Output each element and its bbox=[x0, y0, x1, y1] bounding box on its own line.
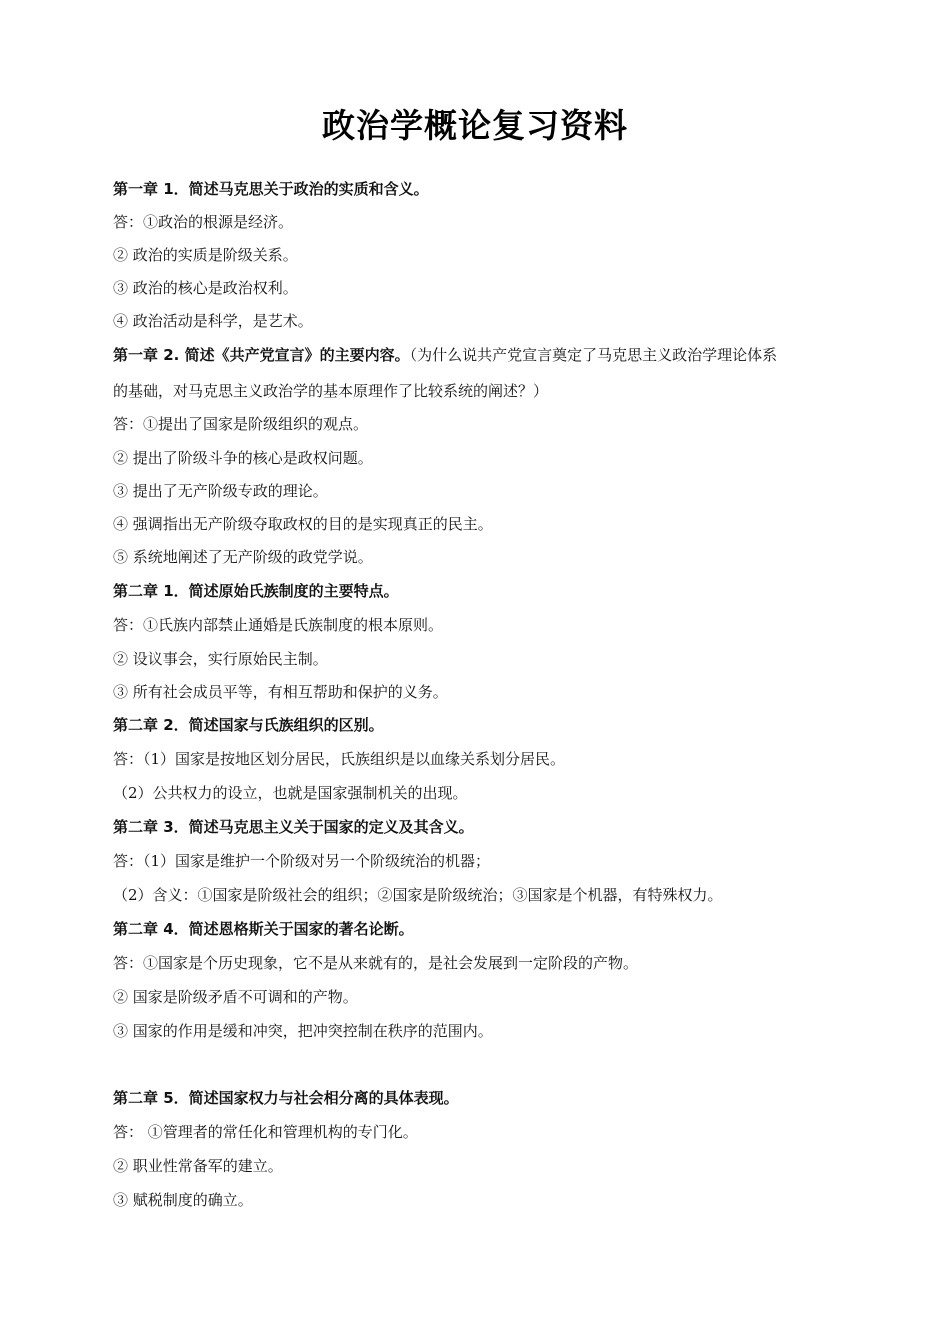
answer-line: 答： ①管理者的常任化和管理机构的专门化。 bbox=[113, 1123, 418, 1141]
question-line: 第一章 2. 简述《共产党宣言》的主要内容。（为什么说共产党宣言奠定了马克思主义政治学理论体系 bbox=[113, 346, 778, 364]
answer-line: 答：（1）国家是维护一个阶级对另一个阶级统治的机器； bbox=[113, 852, 491, 870]
answer-line: 答：①提出了国家是阶级组织的观点。 bbox=[113, 415, 369, 433]
answer-line: 答：（1）国家是按地区划分居民，氏族组织是以血缘关系划分居民。 bbox=[113, 750, 566, 768]
answer-line: ⑤ 系统地阐述了无产阶级的政党学说。 bbox=[113, 548, 373, 566]
answer-line: ③ 国家的作用是缓和冲突，把冲突控制在秩序的范围内。 bbox=[113, 1022, 493, 1040]
answer-line: 答：①国家是个历史现象，它不是从来就有的，是社会发展到一定阶段的产物。 bbox=[113, 954, 639, 972]
answer-line: ③ 赋税制度的确立。 bbox=[113, 1191, 253, 1209]
answer-line: ③ 提出了无产阶级专政的理论。 bbox=[113, 482, 328, 500]
answer-line: 答：①政治的根源是经济。 bbox=[113, 213, 294, 231]
answer-line: ② 国家是阶级矛盾不可调和的产物。 bbox=[113, 988, 358, 1006]
question-line: 第一章 1．简述马克思关于政治的实质和含义。 bbox=[113, 180, 429, 198]
answer-line: ④ 政治活动是科学，是艺术。 bbox=[113, 312, 313, 330]
question-line: 第二章 2．简述国家与氏族组织的区别。 bbox=[113, 716, 384, 734]
answer-line: ② 设议事会，实行原始民主制。 bbox=[113, 650, 328, 668]
answer-line: （2）公共权力的设立，也就是国家强制机关的出现。 bbox=[113, 784, 468, 802]
question-note: （为什么说共产党宣言奠定了马克思主义政治学理论体系 bbox=[409, 346, 778, 364]
answer-line: ② 政治的实质是阶级关系。 bbox=[113, 246, 298, 264]
answer-line: 答：①氏族内部禁止通婚是氏族制度的根本原则。 bbox=[113, 616, 444, 634]
page-title: 政治学概论复习资料 bbox=[322, 106, 628, 145]
answer-line: ② 提出了阶级斗争的核心是政权问题。 bbox=[113, 449, 373, 467]
answer-line: ③ 政治的核心是政治权利。 bbox=[113, 279, 298, 297]
answer-line: ② 职业性常备军的建立。 bbox=[113, 1157, 283, 1175]
question-line: 第二章 1．简述原始氏族制度的主要特点。 bbox=[113, 582, 399, 600]
question-line: 第二章 3．简述马克思主义关于国家的定义及其含义。 bbox=[113, 818, 474, 836]
answer-line: （2）含义：①国家是阶级社会的组织；②国家是阶级统治；③国家是个机器，有特殊权力。 bbox=[113, 886, 723, 904]
question-line: 第二章 5．简述国家权力与社会相分离的具体表现。 bbox=[113, 1089, 459, 1107]
answer-line: 的基础，对马克思主义政治学的基本原理作了比较系统的阐述？） bbox=[113, 382, 549, 400]
question-line: 第二章 4．简述恩格斯关于国家的著名论断。 bbox=[113, 920, 414, 938]
answer-line: ③ 所有社会成员平等，有相互帮助和保护的义务。 bbox=[113, 683, 448, 701]
answer-line: ④ 强调指出无产阶级夺取政权的目的是实现真正的民主。 bbox=[113, 515, 493, 533]
